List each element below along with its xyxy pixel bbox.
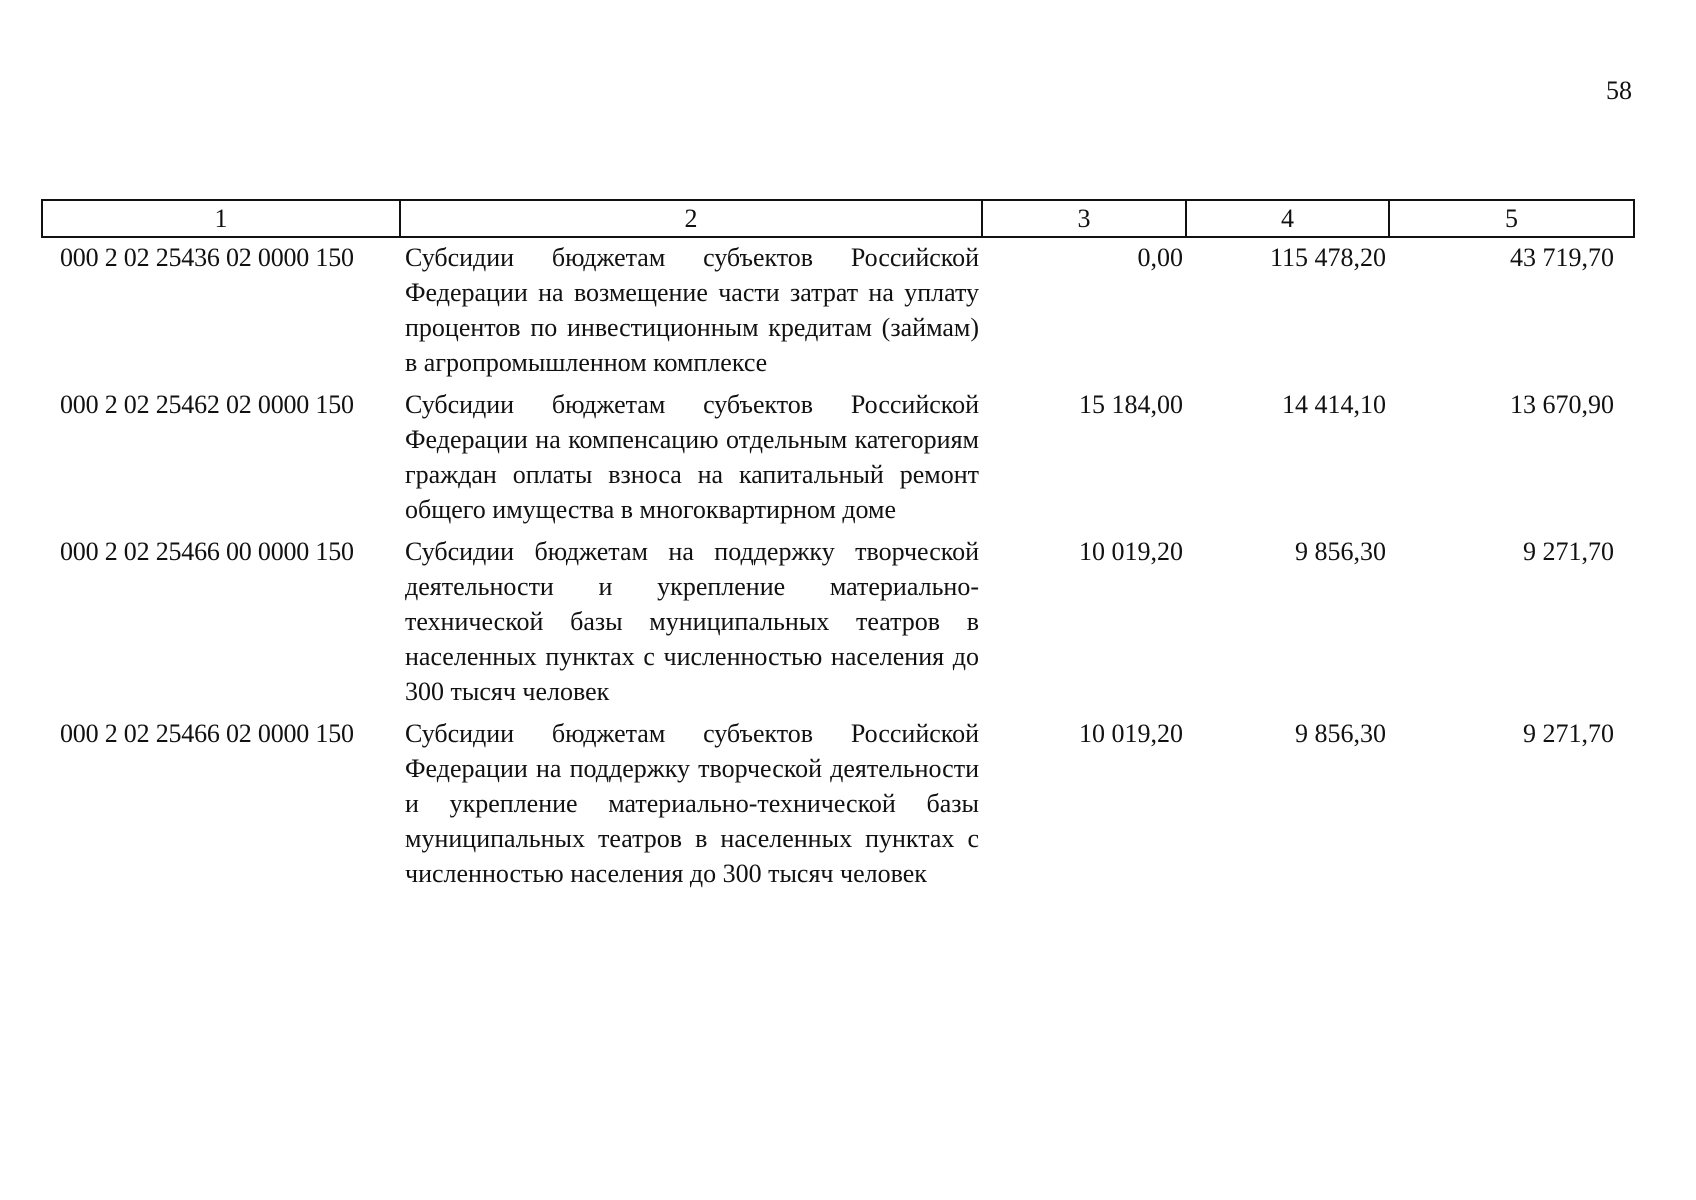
row-description: Субсидии бюджетам на поддержку творческой деятельности и укрепление материально-технической базы муниципальных театров в населенных пунктах с численностью населения до 300 тысяч человек — [405, 537, 979, 706]
header-row — [42, 200, 1634, 237]
row-description: Субсидии бюджетам субъектов Российской Федерации на возмещение части затрат на уплату процентов по инвестиционным кредитам (займам) в агропромышленном комплексе — [405, 243, 979, 377]
value-col3: 0,00 — [1137, 243, 1183, 272]
table-row — [42, 237, 1634, 387]
table-header — [42, 200, 1634, 237]
budget-code: 000 2 02 25436 02 0000 150 — [60, 243, 354, 272]
page-number: 58 — [1606, 76, 1632, 105]
value-col3: 10 019,20 — [1079, 537, 1183, 566]
budget-code: 000 2 02 25466 02 0000 150 — [60, 719, 354, 748]
value-col5: 43 719,70 — [1510, 243, 1614, 272]
value-col3: 15 184,00 — [1079, 390, 1183, 419]
row-description: Субсидии бюджетам субъектов Российской Федерации на компенсацию отдельным категориям граждан оплаты взноса на капитальный ремонт общего имущества в многоквартирном доме — [405, 390, 979, 524]
budget-code: 000 2 02 25466 00 0000 150 — [60, 537, 354, 566]
table-row — [42, 387, 1634, 534]
column-header-1: 1 — [42, 200, 400, 237]
column-header-4: 4 — [1186, 200, 1389, 237]
budget-code: 000 2 02 25462 02 0000 150 — [60, 390, 354, 419]
row-description: Субсидии бюджетам субъектов Российской Федерации на поддержку творческой деятельности и укрепление материально-технической базы муниципальных театров в населенных пунктах с численностью населения до 300 тысяч человек — [405, 719, 979, 888]
value-col4: 9 856,30 — [1295, 537, 1386, 566]
column-header-2: 2 — [400, 200, 982, 237]
budget-table — [41, 199, 1635, 898]
value-col4: 14 414,10 — [1282, 390, 1386, 419]
column-header-5: 5 — [1389, 200, 1634, 237]
value-col5: 9 271,70 — [1523, 719, 1614, 748]
table-body — [42, 237, 1634, 898]
column-header-3: 3 — [982, 200, 1186, 237]
value-col4: 9 856,30 — [1295, 719, 1386, 748]
value-col3: 10 019,20 — [1079, 719, 1183, 748]
value-col4: 115 478,20 — [1269, 243, 1386, 272]
value-col5: 9 271,70 — [1523, 537, 1614, 566]
table-row — [42, 716, 1634, 898]
table-row — [42, 534, 1634, 716]
value-col5: 13 670,90 — [1510, 390, 1614, 419]
